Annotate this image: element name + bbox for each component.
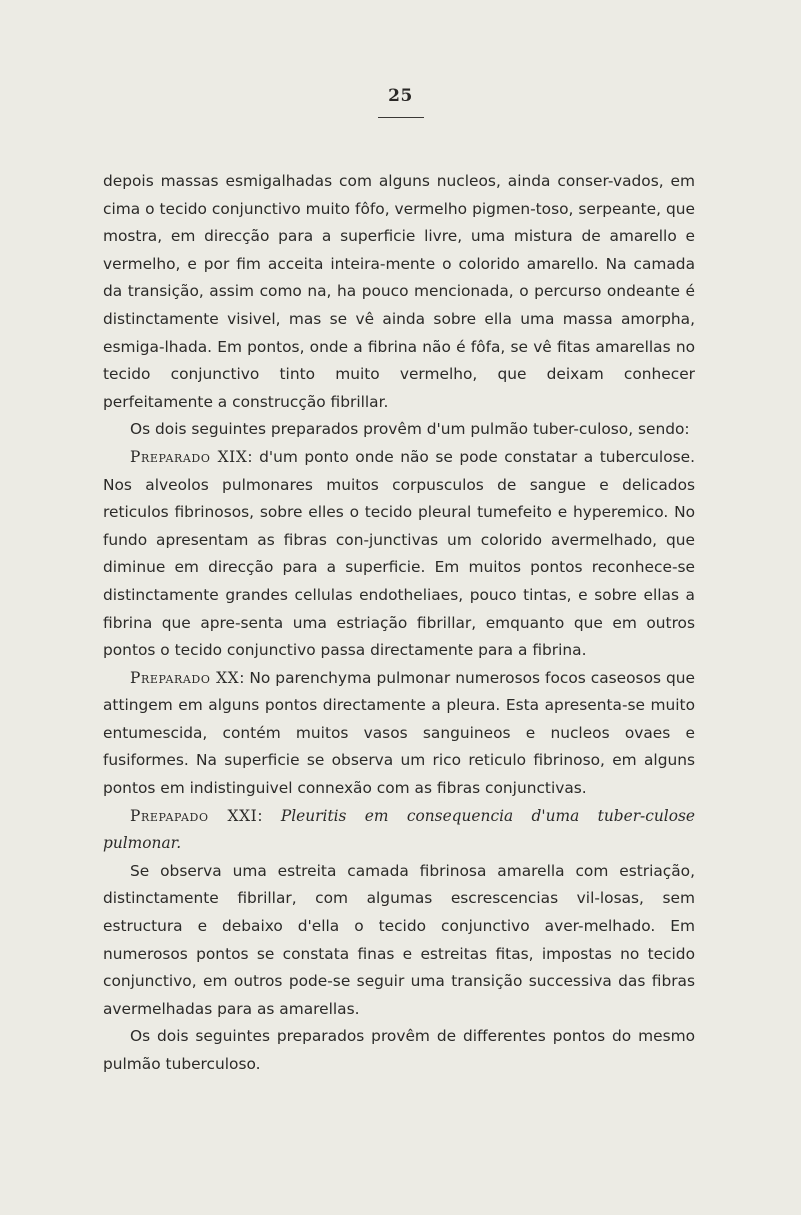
paragraph-preparado-xx (103, 665, 695, 803)
paragraph: depois massas esmigalhadas com alguns nucleos, ainda conser-vados, em cima o tecido conjunctivo muito fôfo, vermelho pigmen-toso, serpeante, que mostra, em direcção para a superficie livre, uma mistura de amarello e vermelho, e por fim acceita inteira-mente o colorido amarello. Na camada da transição, assim como na, ha pouco mencionada, o percurso ondeante é distinctamente visivel, mas se vê ainda sobre ella uma massa amorpha, esmiga-lhada. Em pontos, onde a fibrina não é fôfa, se vê fitas amarellas no tecido conjunctivo tinto muito vermelho, que deixam conhecer perfeitamente a construcção fibrillar. (103, 172, 695, 411)
body-text (103, 168, 695, 1079)
header-rule (378, 117, 424, 118)
italic-title: Pleuritis em consequencia d'uma tuber-culose pulmonar. (103, 806, 695, 853)
paragraph: Os dois seguintes preparados provêm d'um pulmão tuber-culoso, sendo: (130, 420, 690, 439)
paragraph-text: : No parenchyma pulmonar numerosos focos caseosos que attingem em alguns pontos directamente a pleura. Esta apresenta-se muito entumescida, contém muitos vasos sanguineos e nucleos ovaes e fusiformes. Na superficie se observa um rico reticulo fibrinoso, em alguns pontos em indistinguivel connexão com as fibras conjunctivas. (103, 668, 695, 798)
preparado-label: Prepapado XXI (130, 806, 258, 825)
label-separator: : (257, 806, 281, 825)
paragraph-text: : d'um ponto onde não se pode constatar a tuberculose. Nos alveolos pulmonares muitos corpusculos de sangue e delicados reticulos fibrinosos, sobre elles o tecido pleural tumefeito e hyperemico. No fundo apresentam as fibras con-junctivas um colorido avermelhado, que diminue em direcção para a superficie. Em muitos pontos reconhece-se distinctamente grandes cellulas endotheliaes, pouco tintas, e sobre ellas a fibrina que apre-senta uma estriação fibrillar, emquanto que em outros pontos o tecido conjunctivo passa directamente para a fibrina. (103, 447, 695, 660)
preparado-label: Preparado XIX (130, 447, 248, 466)
paragraph: Os dois seguintes preparados provêm de differentes pontos do mesmo pulmão tuberculoso. (103, 1027, 695, 1073)
paragraph-preparado-xxi (103, 803, 695, 858)
paragraph-preparado-xix (103, 444, 695, 665)
preparado-label: Preparado XX (130, 668, 240, 687)
page-number: 25 (388, 86, 413, 106)
paragraph: Se observa uma estreita camada fibrinosa amarella com estriação, distinctamente fibrillar, com algumas escrescencias vil-losas, sem estructura e debaixo d'ella o tecido conjunctivo aver-melhado. Em numerosos pontos se constata finas e estreitas fitas, impostas no tecido conjunctivo, em outros pode-se seguir uma transição successiva das fibras avermelhadas para as amarellas. (103, 861, 695, 1018)
